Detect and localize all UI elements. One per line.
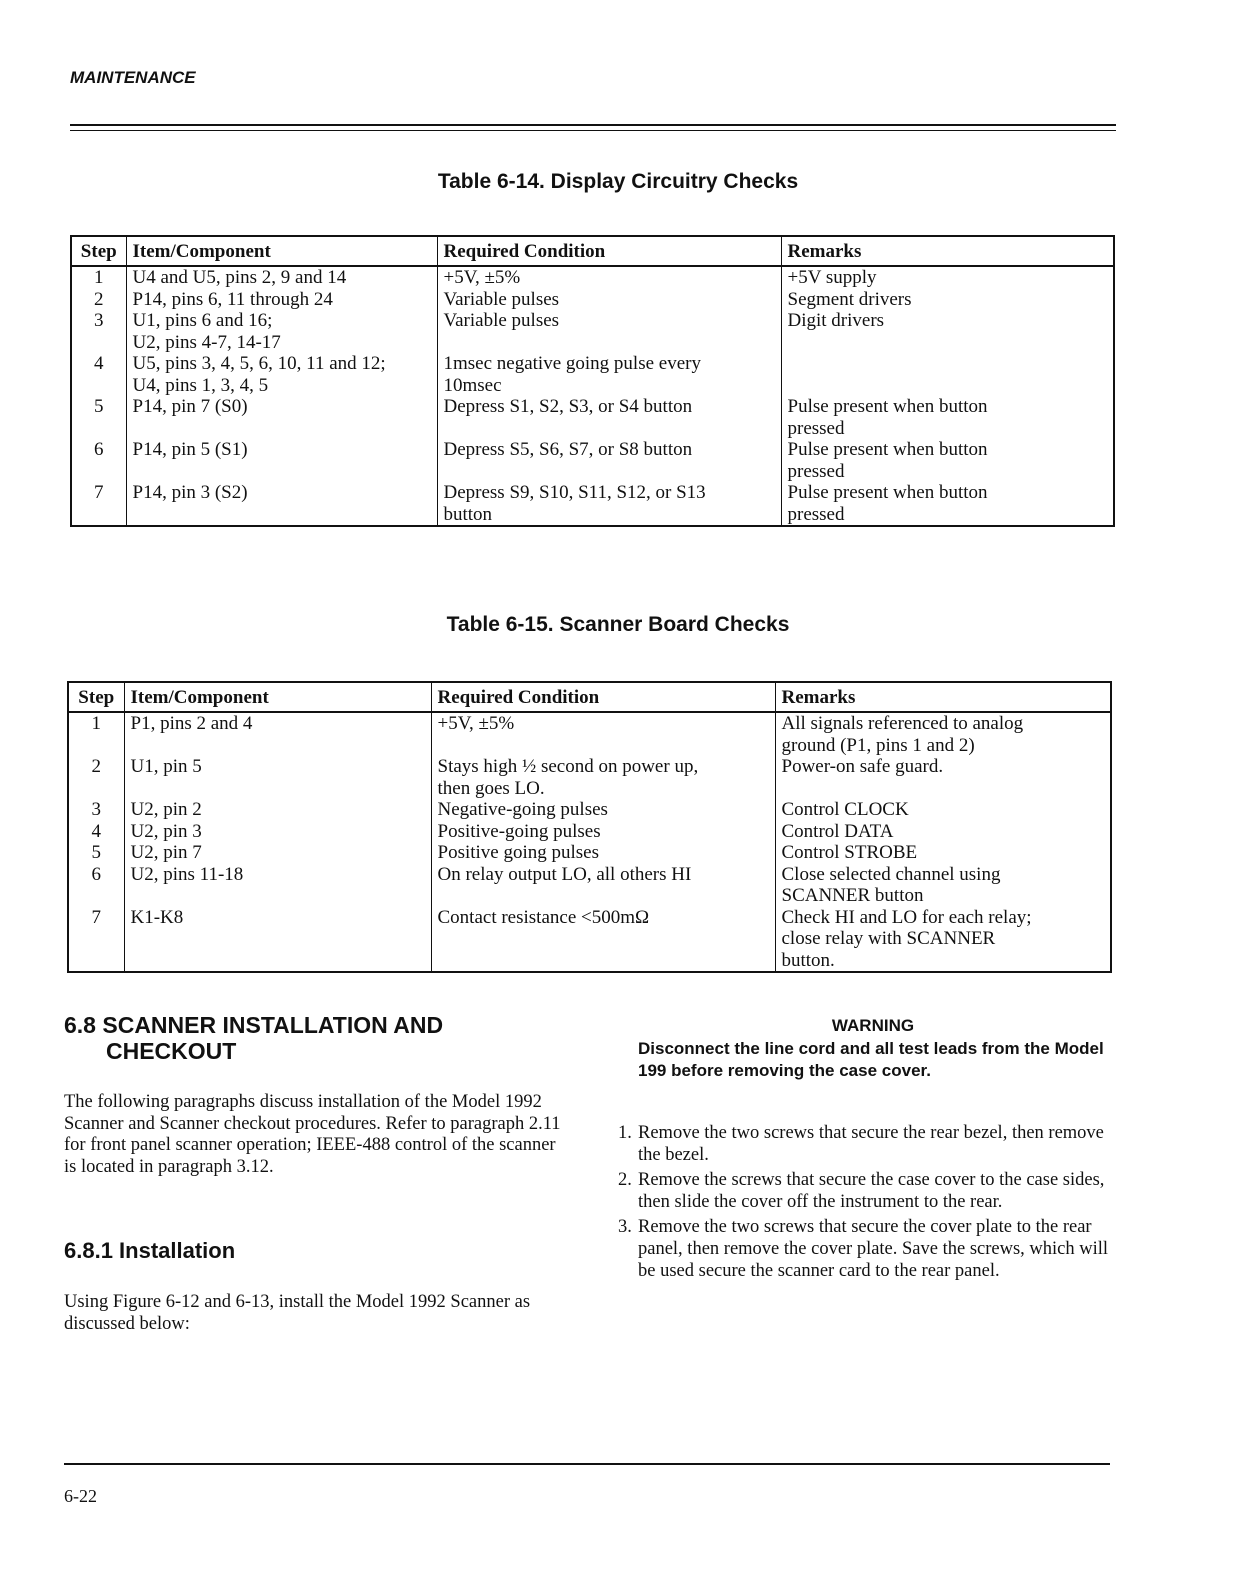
remarks-cell: Pulse present when button pressed [781,482,1114,526]
table2-caption: Table 6-15. Scanner Board Checks [446,613,790,636]
remarks-cell: Close selected channel using SCANNER button [775,864,1111,907]
step-cell: 1 [94,267,104,288]
warning-text: Disconnect the line cord and all test leads from the Model 199 before removing the case cover. [638,1039,1104,1080]
condition-cell: Depress S9, S10, S11, S12, or S13 button [437,482,781,526]
remarks-cell: Control STROBE [775,842,1111,864]
table-row [71,289,1114,311]
step-cell: 7 [91,906,101,928]
section-heading [64,1012,443,1064]
list-item [614,1216,1112,1282]
intro-paragraph: The following paragraphs discuss installation of the Model 1992 Scanner and Scanner checkout procedures. Refer to paragraph 2.11 for front panel scanner operation; IEEE-488 control of the scanner is located in paragraph 3.12. [64,1092,561,1177]
table1-caption: Table 6-14. Display Circuitry Checks [437,170,799,193]
step-number: 1. [618,1123,632,1143]
list-item [614,1169,1112,1213]
remarks-cell: Pulse present when button pressed [781,396,1114,439]
header-rule-top [70,124,1116,126]
table-row [71,353,1114,396]
page-number: 6-22 [64,1486,97,1506]
condition-cell: Variable pulses [437,289,781,311]
table-row [68,907,1111,973]
table-header-row [71,236,1114,266]
condition-cell: Negative-going pulses [431,799,775,821]
install-paragraph: Using Figure 6-12 and 6-13, install the Model 1992 Scanner as discussed below: [64,1292,531,1334]
column-header-condition: Required Condition [437,236,781,266]
table-row [71,310,1114,353]
remarks-cell: Control CLOCK [775,799,1111,821]
condition-cell: 1msec negative going pulse every 10msec [437,353,781,396]
item-cell: K1-K8 [124,907,431,973]
footer-rule [64,1463,1110,1465]
list-item [614,1122,1112,1166]
item-cell: U5, pins 3, 4, 5, 6, 10, 11 and 12; U4, pins 1, 3, 4, 5 [126,353,437,396]
table-row [71,439,1114,482]
subsection-heading: 6.8.1 Installation [64,1238,236,1263]
table-row [68,864,1111,907]
header-rule-bottom [70,130,1116,131]
step-cell: 3 [91,799,101,820]
item-cell: P1, pins 2 and 4 [124,712,431,756]
warning-title: WARNING [831,1016,915,1035]
remarks-cell: Digit drivers [781,310,1114,353]
scanner-board-table [67,681,1112,973]
table-row [68,842,1111,864]
step-cell: 5 [94,396,104,417]
item-cell: P14, pin 7 (S0) [126,396,437,439]
condition-cell: +5V, ±5% [437,266,781,289]
step-number: 2. [618,1170,632,1190]
table-row [68,712,1111,756]
item-cell: U2, pins 11-18 [124,864,431,907]
table-row [71,266,1114,289]
condition-cell: Contact resistance <500mΩ [431,907,775,973]
step-cell: 2 [94,288,104,310]
item-cell: U2, pin 2 [124,799,431,821]
column-header-item: Item/Component [124,682,431,712]
step-cell: 4 [94,353,104,374]
item-cell: P14, pin 3 (S2) [126,482,437,526]
remarks-cell: Check HI and LO for each relay; close relay with SCANNER button. [775,907,1111,973]
condition-cell: Depress S1, S2, S3, or S4 button [437,396,781,439]
condition-cell: Variable pulses [437,310,781,353]
item-cell: U2, pin 3 [124,821,431,843]
item-cell: U2, pin 7 [124,842,431,864]
display-circuitry-table [70,235,1115,527]
remarks-cell: Power-on safe guard. [775,756,1111,799]
step-text: Remove the two screws that secure the rear bezel, then remove the bezel. [638,1123,1104,1165]
step-cell: 3 [94,310,104,331]
condition-cell: Positive going pulses [431,842,775,864]
step-cell: 6 [91,863,101,885]
column-header-condition: Required Condition [431,682,775,712]
step-text: Remove the two screws that secure the cover plate to the rear panel, then remove the cover plate. Save the screws, which will be used secure the scanner card to the rear panel. [638,1217,1109,1281]
remarks-cell: Control DATA [775,821,1111,843]
step-cell: 6 [94,439,104,460]
step-cell: 2 [91,756,101,777]
condition-cell: +5V, ±5% [431,712,775,756]
column-header-item: Item/Component [126,236,437,266]
step-cell: 5 [91,842,101,863]
remarks-cell [781,353,1114,396]
column-header-remarks: Remarks [781,236,1114,266]
condition-cell: Positive-going pulses [431,821,775,843]
step-cell: 7 [94,482,104,503]
step-text: Remove the screws that secure the case cover to the case sides, then slide the cover off the instrument to the rear. [638,1170,1105,1212]
item-cell: U4 and U5, pins 2, 9 and 14 [126,266,437,289]
table-row [68,756,1111,799]
section-heading-line2: CHECKOUT [106,1038,237,1064]
column-header-step: Step [68,682,124,712]
item-cell: U1, pins 6 and 16; U2, pins 4-7, 14-17 [126,310,437,353]
remarks-cell: +5V supply [781,266,1114,289]
table-row [71,396,1114,439]
condition-cell: Stays high ½ second on power up, then goes LO. [431,756,775,799]
remarks-cell: All signals referenced to analog ground (P1, pins 1 and 2) [775,712,1111,756]
table-row [71,482,1114,526]
removal-steps-list [614,1122,1112,1285]
remarks-cell: Pulse present when button pressed [781,439,1114,482]
table-header-row [68,682,1111,712]
section-header: MAINTENANCE [70,68,196,87]
step-cell: 1 [91,713,101,734]
table-row [68,799,1111,821]
table-row [68,821,1111,843]
step-cell: 4 [91,820,101,842]
column-header-step: Step [71,236,126,266]
step-number: 3. [618,1217,632,1237]
item-cell: P14, pins 6, 11 through 24 [126,289,437,311]
section-heading-line1: 6.8 SCANNER INSTALLATION AND [64,1012,444,1038]
item-cell: P14, pin 5 (S1) [126,439,437,482]
condition-cell: On relay output LO, all others HI [431,864,775,907]
item-cell: U1, pin 5 [124,756,431,799]
remarks-cell: Segment drivers [781,289,1114,311]
column-header-remarks: Remarks [775,682,1111,712]
condition-cell: Depress S5, S6, S7, or S8 button [437,439,781,482]
